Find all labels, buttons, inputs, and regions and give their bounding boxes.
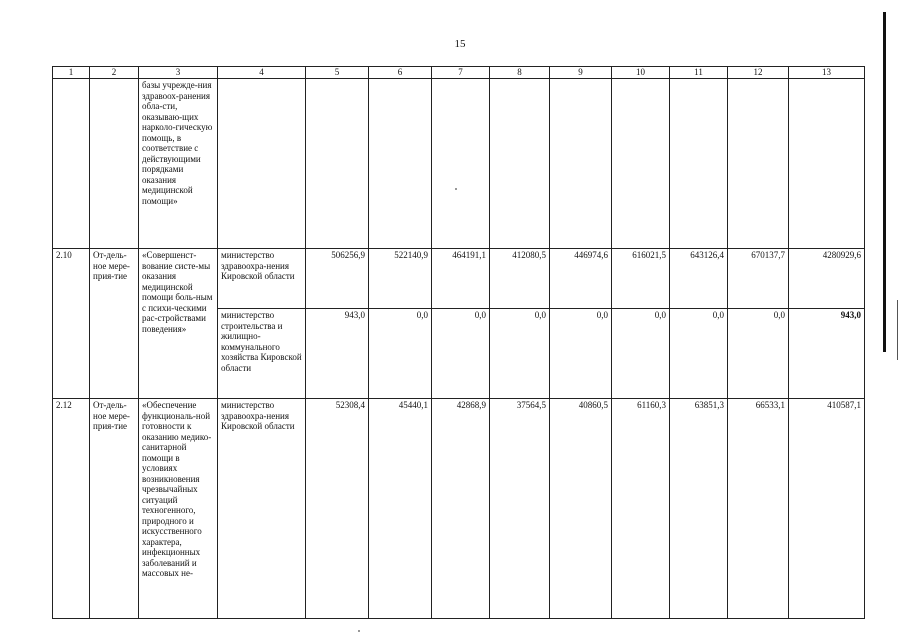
- executor-cell: министерство здравоохра-нения Кировской области: [218, 399, 306, 619]
- total-cell: 943,0: [789, 309, 865, 399]
- total-cell: 410587,1: [789, 399, 865, 619]
- value-cell: 0,0: [550, 309, 612, 399]
- scan-edge-line: [883, 12, 886, 352]
- value-cell: 0,0: [670, 309, 728, 399]
- budget-table: [52, 66, 865, 619]
- header-cell: 4: [218, 67, 306, 79]
- header-cell: 8: [490, 67, 550, 79]
- header-cell: 11: [670, 67, 728, 79]
- measure-type: От-дель-ное мере-прия-тие: [90, 249, 139, 399]
- value-cell: 0,0: [490, 309, 550, 399]
- value-cell: 0,0: [728, 309, 789, 399]
- value-cell: 0,0: [612, 309, 670, 399]
- header-cell: 3: [139, 67, 218, 79]
- executor-cell: министерство здравоохра-нения Кировской области: [218, 249, 306, 309]
- value-cell: 670137,7: [728, 249, 789, 309]
- header-cell: 2: [90, 67, 139, 79]
- header-cell: 1: [53, 67, 90, 79]
- header-cell: 13: [789, 67, 865, 79]
- executor-cell: министерство строительства и жилищно-коммунального хозяйства Кировской области: [218, 309, 306, 399]
- value-cell: 45440,1: [369, 399, 432, 619]
- header-cell: 10: [612, 67, 670, 79]
- measure-name-cell: базы учрежде-ния здравоох-ранения обла-сти, оказываю-щих нарколо-гическую помощь, в соответствие с действующими порядками оказания медицинской помощи»: [139, 79, 218, 249]
- value-cell: 446974,6: [550, 249, 612, 309]
- value-cell: 943,0: [306, 309, 369, 399]
- measure-name-cell: «Обеспечение функциональ-ной готовности к оказанию медико-санитарной помощи в условиях возникновения чрезвычайных ситуаций техногенного, природного и искусственного характера, инфекционных заболеваний и массовых не-: [139, 399, 218, 619]
- value-cell: 643126,4: [670, 249, 728, 309]
- measure-type: От-дель-ное мере-прия-тие: [90, 399, 139, 619]
- row-index: 2.12: [53, 399, 90, 619]
- header-row: [53, 67, 865, 79]
- value-cell: 37564,5: [490, 399, 550, 619]
- header-cell: 5: [306, 67, 369, 79]
- value-cell: 464191,1: [432, 249, 490, 309]
- value-cell: 40860,5: [550, 399, 612, 619]
- header-cell: 7: [432, 67, 490, 79]
- value-cell: 522140,9: [369, 249, 432, 309]
- header-cell: 6: [369, 67, 432, 79]
- value-cell: 63851,3: [670, 399, 728, 619]
- value-cell: 66533,1: [728, 399, 789, 619]
- value-cell: 412080,5: [490, 249, 550, 309]
- scan-speck: [358, 630, 360, 632]
- measure-name-cell: «Совершенст-вование систе-мы оказания медицинской помощи боль-ным с психи-ческими рас-стройствами поведения»: [139, 249, 218, 399]
- row-index: 2.10: [53, 249, 90, 399]
- page-number: 15: [454, 38, 466, 50]
- table-row-2-12: [53, 399, 865, 619]
- scan-edge-line-faint: [897, 300, 898, 360]
- value-cell: 506256,9: [306, 249, 369, 309]
- header-cell: 9: [550, 67, 612, 79]
- value-cell: 42868,9: [432, 399, 490, 619]
- value-cell: 0,0: [432, 309, 490, 399]
- value-cell: 616021,5: [612, 249, 670, 309]
- table-row-2-10-a: [53, 249, 865, 309]
- value-cell: 61160,3: [612, 399, 670, 619]
- total-cell: 4280929,6: [789, 249, 865, 309]
- header-cell: 12: [728, 67, 789, 79]
- value-cell: 0,0: [369, 309, 432, 399]
- value-cell: 52308,4: [306, 399, 369, 619]
- table-row-continuation: [53, 79, 865, 249]
